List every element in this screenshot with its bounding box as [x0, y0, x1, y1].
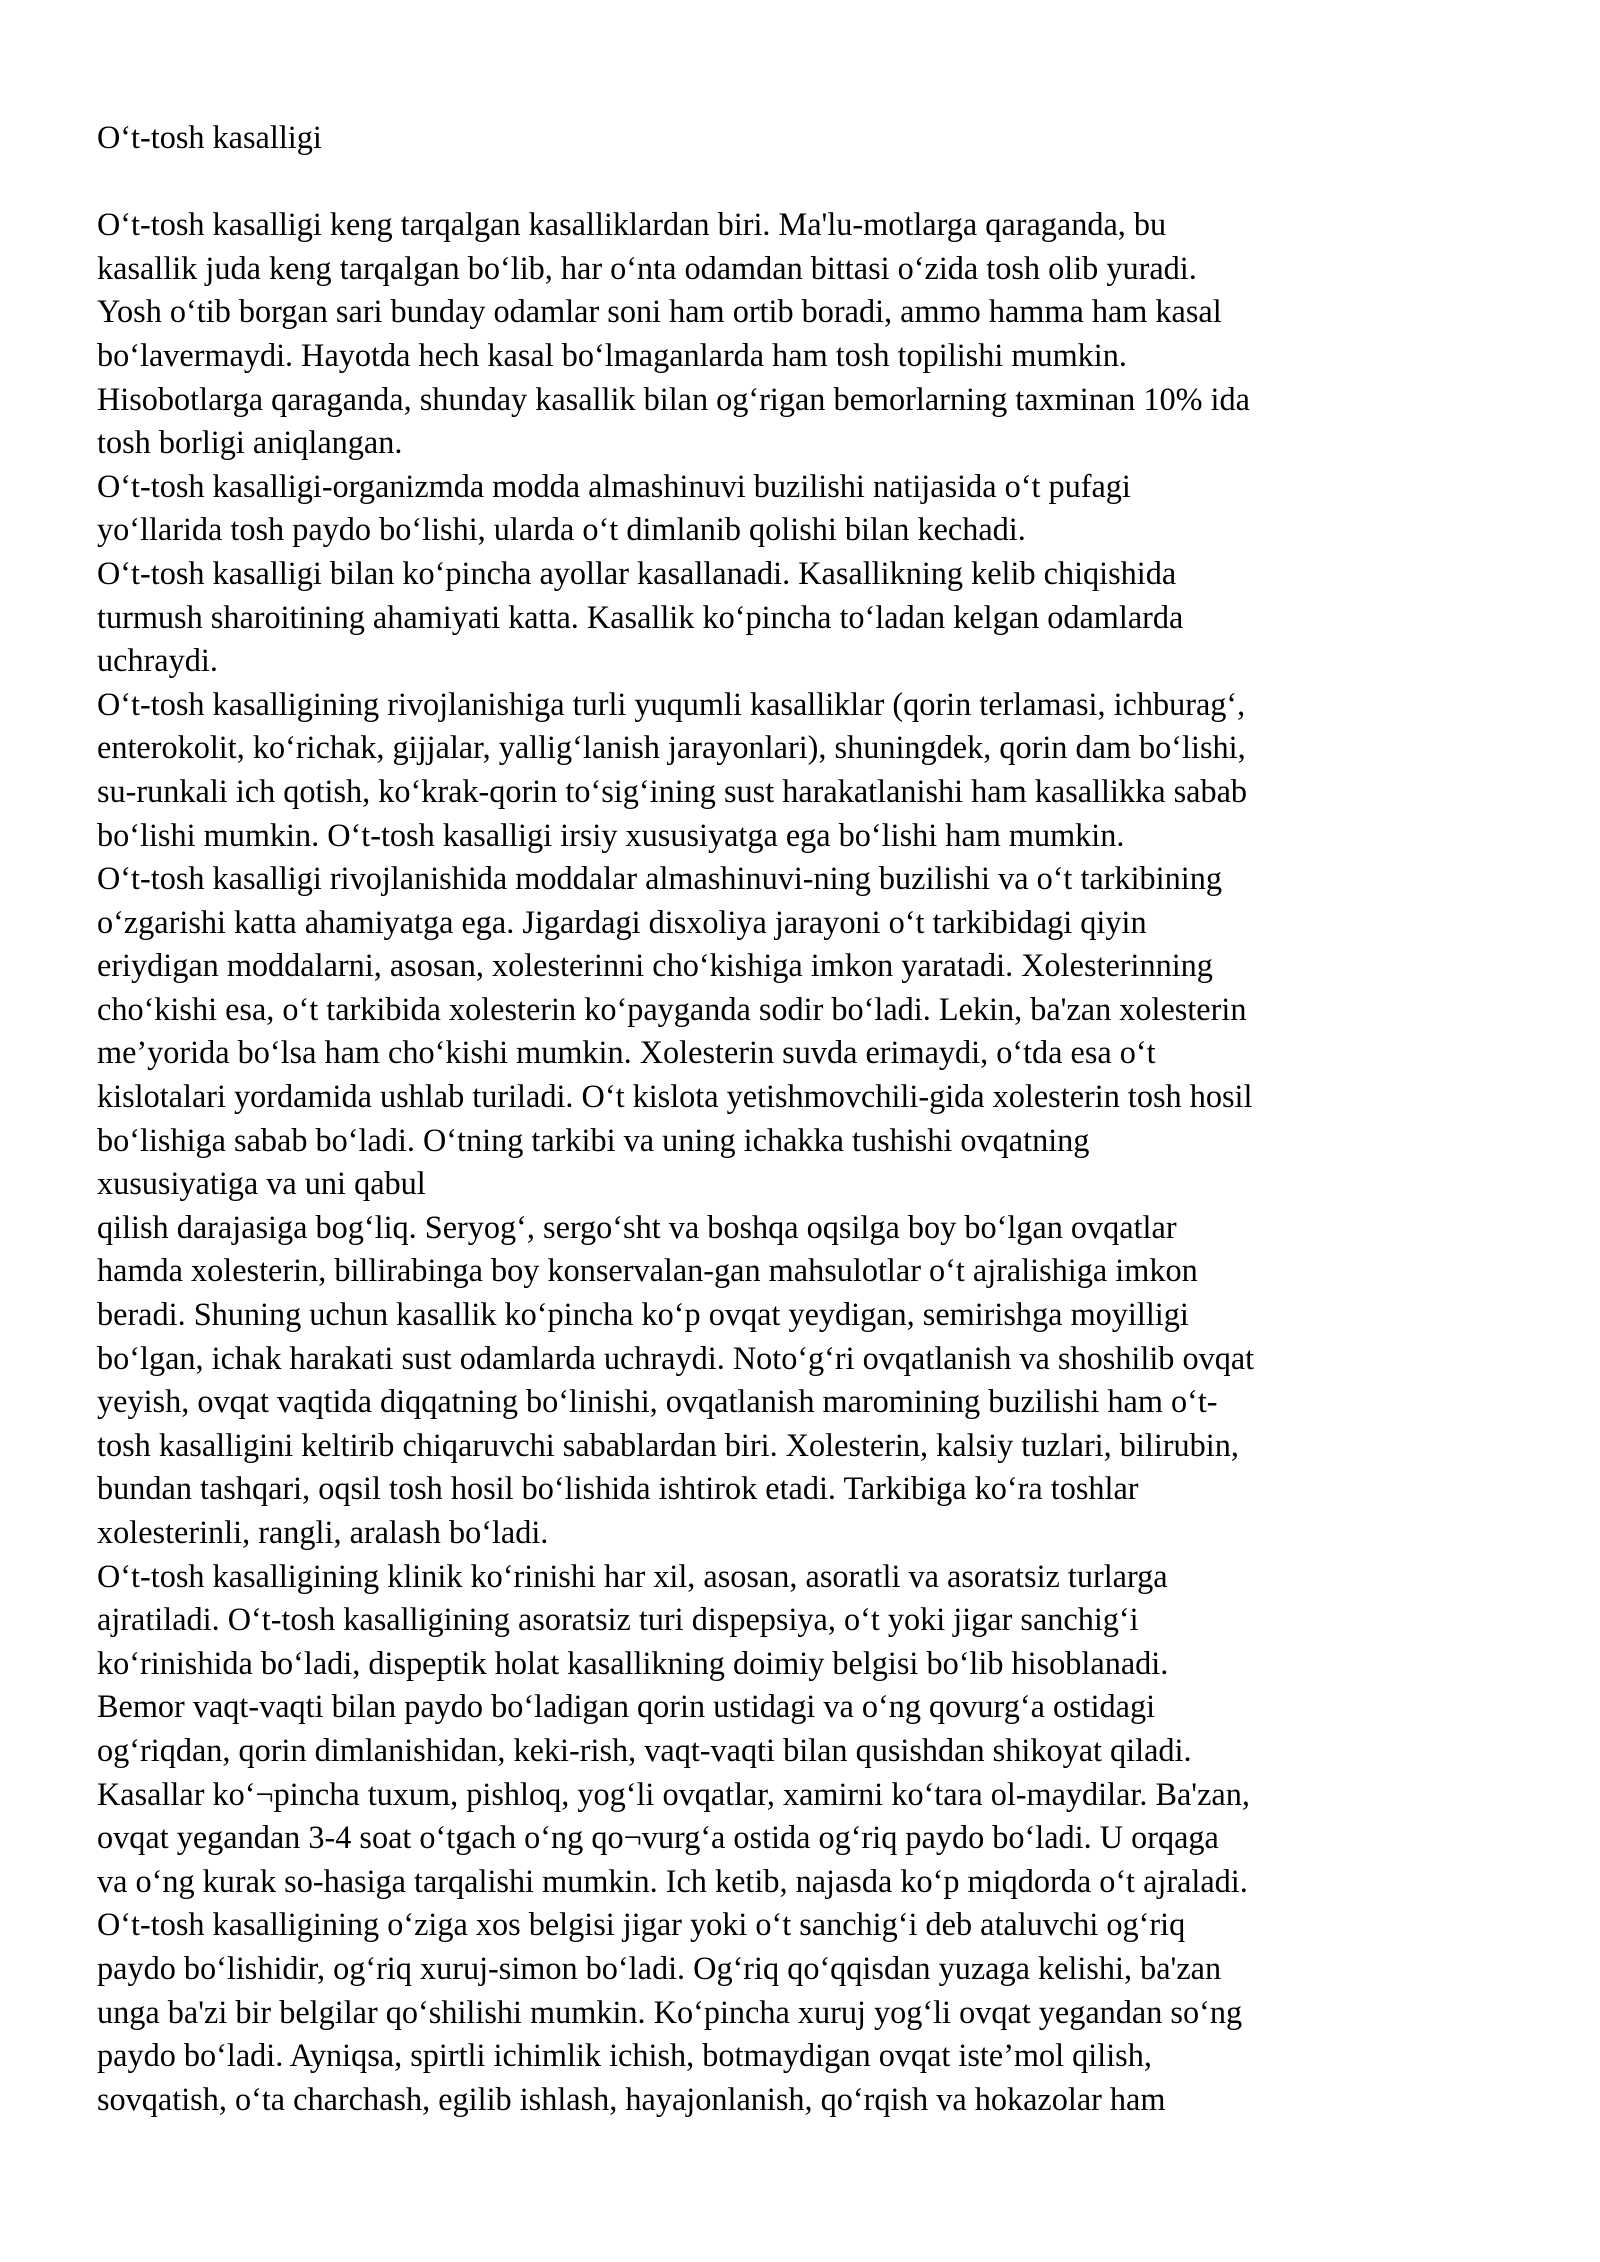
text-line: bundan tashqari, oqsil tosh hosil bo‘lishida ishtirok etadi. Tarkibiga ko‘ra toshlar — [97, 1470, 1139, 1507]
body-paragraph — [97, 465, 1547, 552]
text-line: yeyish, ovqat vaqtida diqqatning bo‘linishi, ovqatlanish maromining buzilishi ham o‘t- — [97, 1383, 1218, 1420]
text-line: su-runkali ich qotish, ko‘krak-qorin to‘sig‘ining sust harakatlanishi ham kasallikka sabab — [97, 772, 1248, 809]
body-paragraph — [97, 683, 1547, 857]
text-line: unga ba'zi bir belgilar qo‘shilishi mumkin. Ko‘pincha xuruj yog‘li ovqat yegandan so‘ng — [97, 1993, 1243, 2030]
text-line: ovqat yegandan 3-4 soat o‘tgach o‘ng qo¬vurg‘a ostida og‘riq paydo bo‘ladi. U orqaga — [97, 1819, 1219, 1856]
text-line: paydo bo‘ladi. Ayniqsa, spirtli ichimlik ichish, botmaydigan ovqat iste’mol qilish, — [97, 2037, 1152, 2074]
text-line: ko‘rinishida bo‘ladi, dispeptik holat kasallikning doimiy belgisi bo‘lib hisoblanadi. — [97, 1644, 1169, 1681]
text-line: Yosh o‘tib borgan sari bunday odamlar soni ham ortib boradi, ammo hamma ham kasal — [97, 293, 1222, 330]
text-line: sovqatish, o‘ta charchash, egilib ishlash, hayajonlanish, qo‘rqish va hokazolar ham — [97, 2080, 1166, 2117]
text-line: Hisobotlarga qaraganda, shunday kasallik bilan og‘rigan bemorlarning taxminan 10% ida — [97, 380, 1250, 417]
text-line: paydo bo‘lishidir, og‘riq xuruj-simon bo‘ladi. Og‘riq qo‘qqisdan yuzaga kelishi, ba'zan — [97, 1949, 1222, 1986]
text-line: qilish darajasiga bog‘liq. Seryog‘, sergo‘sht va boshqa oqsilga boy bo‘lgan ovqatlar — [97, 1208, 1177, 1245]
text-line: turmush sharoitining ahamiyati katta. Kasallik ko‘pincha to‘ladan kelgan odamlarda — [97, 598, 1184, 635]
text-line: xolesterinli, rangli, aralash bo‘ladi. — [97, 1514, 549, 1550]
text-line: o‘zgarishi katta ahamiyatga ega. Jigardagi disxoliya jarayoni o‘t tarkibidagi qiyin — [97, 903, 1147, 940]
text-line: O‘t-tosh kasalligi rivojlanishida moddalar almashinuvi-ning buzilishi va o‘t tarkibining — [97, 860, 1222, 897]
document-title: O‘t-tosh kasalligi — [97, 119, 322, 155]
text-line: bo‘lavermaydi. Hayotda hech kasal bo‘lmaganlarda ham tosh topilishi mumkin. — [97, 336, 1127, 373]
text-line: bo‘lgan, ichak harakati sust odamlarda uchraydi. Noto‘g‘ri ovqatlanish va shoshilib ovqat — [97, 1339, 1255, 1376]
text-line: hamda xolesterin, billirabinga boy konservalan-gan mahsulotlar o‘t ajralishiga imkon — [97, 1252, 1198, 1289]
text-line: eriydigan moddalarni, asosan, xolesterinni cho‘kishiga imkon yaratadi. Xolesterinning — [97, 947, 1213, 984]
text-line: va o‘ng kurak so-hasiga tarqalishi mumkin. Ich ketib, najasda ko‘p miqdorda o‘t ajraladi. — [97, 1862, 1248, 1899]
text-line: me’yorida bo‘lsa ham cho‘kishi mumkin. Xolesterin suvda erimaydi, o‘tda esa o‘t — [97, 1034, 1156, 1071]
text-line: O‘t-tosh kasalligining klinik ko‘rinishi har xil, asosan, asoratli va asoratsiz turlarga — [97, 1557, 1168, 1594]
body-paragraph — [97, 1206, 1547, 1555]
text-line: tosh borligi aniqlangan. — [97, 424, 403, 461]
text-line: O‘t-tosh kasalligi keng tarqalgan kasalliklardan biri. Ma'lu-motlarga qaraganda, bu — [97, 206, 1167, 243]
body-paragraph — [97, 857, 1547, 1206]
body-paragraph — [97, 1555, 1547, 1904]
text-line: O‘t-tosh kasalligining rivojlanishiga turli yuqumli kasalliklar (qorin terlamasi, ichburag‘, — [97, 685, 1246, 722]
text-line: beradi. Shuning uchun kasallik ko‘pincha ko‘p ovqat yeydigan, semirishga moyilligi — [97, 1296, 1189, 1333]
text-line: bo‘lishi mumkin. O‘t-tosh kasalligi irsiy xususiyatga ega bo‘lishi ham mumkin. — [97, 816, 1125, 853]
text-line: yo‘llarida tosh paydo bo‘lishi, ularda o‘t dimlanib qolishi bilan kechadi. — [97, 511, 1026, 548]
text-line: Kasallar ko‘¬pincha tuxum, pishloq, yog‘li ovqatlar, xamirni ko‘tara ol-maydilar. Ba'zan, — [97, 1775, 1250, 1812]
document-body — [97, 116, 1547, 2121]
text-line: kasallik juda keng tarqalgan bo‘lib, har o‘nta odamdan bittasi o‘zida tosh olib yuradi. — [97, 249, 1197, 286]
text-line: O‘t-tosh kasalligi bilan ko‘pincha ayollar kasallanadi. Kasallikning kelib chiqishida — [97, 554, 1177, 591]
text-line: ajratiladi. O‘t-tosh kasalligining asoratsiz turi dispepsiya, o‘t yoki jigar sanchig‘i — [97, 1601, 1139, 1638]
text-line: O‘t-tosh kasalligi-organizmda modda almashinuvi buzilishi natijasida o‘t pufagi — [97, 467, 1131, 504]
text-line: cho‘kishi esa, o‘t tarkibida xolesterin ko‘payganda sodir bo‘ladi. Lekin, ba'zan xolesterin — [97, 990, 1247, 1027]
body-paragraph — [97, 1903, 1547, 2121]
text-line: kislotalari yordamida ushlab turiladi. O‘t kislota yetishmovchili-gida xolesterin tosh hosil — [97, 1078, 1253, 1115]
text-line: Bemor vaqt-vaqti bilan paydo bo‘ladigan qorin ustidagi va o‘ng qovurg‘a ostidagi — [97, 1688, 1156, 1725]
body-paragraph — [97, 203, 1547, 465]
text-line: uchraydi. — [97, 642, 218, 679]
text-line: O‘t-tosh kasalligining o‘ziga xos belgisi jigar yoki o‘t sanchig‘i deb ataluvchi og‘riq — [97, 1906, 1186, 1943]
text-line: og‘riqdan, qorin dimlanishidan, keki-rish, vaqt-vaqti bilan qusishdan shikoyat qiladi. — [97, 1731, 1192, 1768]
text-line: enterokolit, ko‘richak, gijjalar, yallig‘lanish jarayonlari), shuningdek, qorin dam bo‘lishi, — [97, 729, 1246, 766]
text-line: bo‘lishiga sabab bo‘ladi. O‘tning tarkibi va uning ichakka tushishi ovqatning — [97, 1121, 1090, 1158]
text-line: tosh kasalligini keltirib chiqaruvchi sabablardan biri. Xolesterin, kalsiy tuzlari, bilirubin, — [97, 1426, 1239, 1463]
body-paragraph — [97, 552, 1547, 683]
text-line: xususiyatiga va uni qabul — [97, 1165, 426, 1202]
